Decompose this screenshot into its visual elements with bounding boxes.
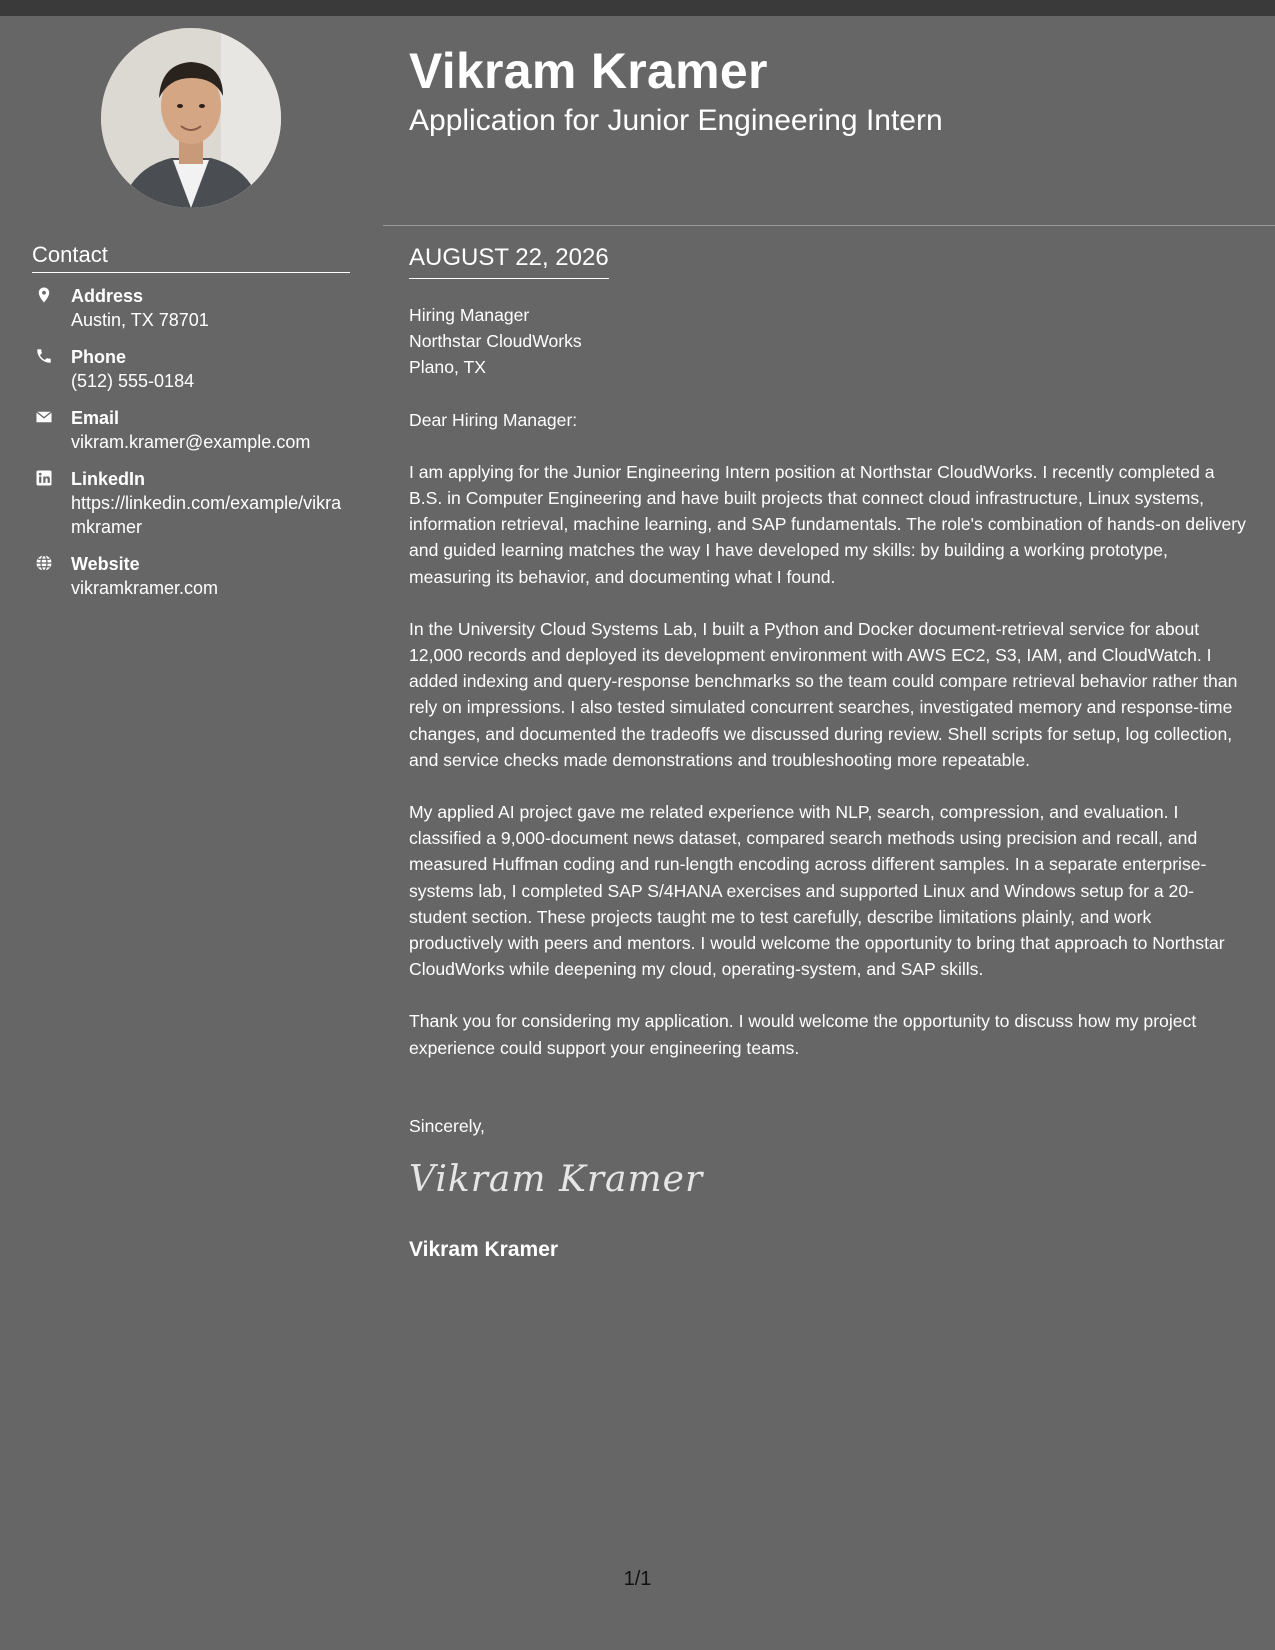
contact-label: Website (71, 554, 140, 574)
applicant-name: Vikram Kramer (409, 43, 768, 99)
contact-label: Address (71, 286, 144, 306)
header-divider (383, 225, 1275, 226)
application-subtitle: Application for Junior Engineering Intern (409, 104, 943, 137)
salutation: Dear Hiring Manager: (409, 409, 578, 430)
contact-value: (512) 555-0184 (71, 371, 195, 391)
contact-value[interactable]: vikram.kramer@example.com (71, 432, 311, 452)
contact-item-linkedin (32, 467, 352, 539)
contact-label: Email (71, 408, 120, 428)
letter-paragraph: My applied AI project gave me related experience with NLP, search, compression, and evaluation. I classified a 9,000-document news dataset, compared search methods using precision and recall, and measured Huffman coding and run-length encoding across different samples. In a separate enterprise-systems lab, I completed SAP S/4HANA exercises and supported Linux and Windows setup for a 20-student section. These projects taught me to test carefully, describe limitations plainly, and work productively with peers and mentors. I would welcome the opportunity to bring that approach to Northstar CloudWorks while deepening my cloud, operating-system, and SAP skills. (409, 802, 1225, 980)
letter-paragraph: I am applying for the Junior Engineering Intern position at Northstar CloudWorks. I recently completed a B.S. in Computer Engineering and have built projects that connect cloud infrastructure, Linux systems, information retrieval, machine learning, and SAP fundamentals. The role's combination of hands-on delivery and guided learning matches the way I have developed my skills: by building a working prototype, measuring its behavior, and documenting what I found. (409, 461, 1246, 587)
handwritten-signature: Vikram Kramer (409, 1159, 704, 1201)
closing: Sincerely, (409, 1115, 485, 1136)
contact-heading: Contact (32, 242, 350, 273)
envelope-icon (35, 408, 53, 426)
page-number: 1/1 (623, 1568, 652, 1590)
globe-icon (35, 554, 53, 572)
contact-value[interactable]: https://linkedin.com/example/vikramkramer (71, 493, 342, 537)
main-content (383, 16, 1275, 1650)
profile-photo-illustration (101, 28, 281, 208)
profile-photo (101, 28, 281, 208)
map-pin-icon (35, 286, 53, 304)
top-bar (0, 0, 1275, 16)
recipient-line: Hiring Manager (409, 305, 530, 325)
contact-value[interactable]: vikramkramer.com (71, 578, 219, 598)
contact-item-address (32, 284, 352, 332)
letter-paragraph: Thank you for considering my application. I would welcome the opportunity to discuss how my project experience could support your engineering teams. (409, 1011, 1197, 1058)
signed-name: Vikram Kramer (409, 1238, 559, 1262)
linkedin-icon (35, 469, 53, 487)
letter-paragraph: In the University Cloud Systems Lab, I built a Python and Docker document-retrieval service for about 12,000 records and deployed its development environment with AWS EC2, S3, IAM, and CloudWatch. I added indexing and query-response benchmarks so the team could compare retrieval behavior rather than rely on impressions. I also tested simulated concurrent searches, investigated memory and response-time changes, and documented the tradeoffs we discussed during review. Shell scripts for setup, log collection, and service checks made demonstrations and troubleshooting more repeatable. (409, 618, 1238, 770)
sidebar (0, 16, 383, 1650)
contact-item-website (32, 552, 352, 600)
recipient-block (409, 302, 1249, 381)
contact-list (32, 284, 352, 613)
contact-label: Phone (71, 347, 127, 367)
contact-label: LinkedIn (71, 469, 146, 489)
contact-item-phone (32, 345, 352, 393)
letter-date: AUGUST 22, 2026 (409, 244, 609, 279)
letter-body (409, 302, 1249, 1263)
recipient-line: Plano, TX (409, 357, 486, 378)
phone-icon (35, 347, 53, 365)
contact-value: Austin, TX 78701 (71, 310, 209, 330)
contact-item-email (32, 406, 352, 454)
recipient-line: Northstar CloudWorks (409, 331, 582, 352)
